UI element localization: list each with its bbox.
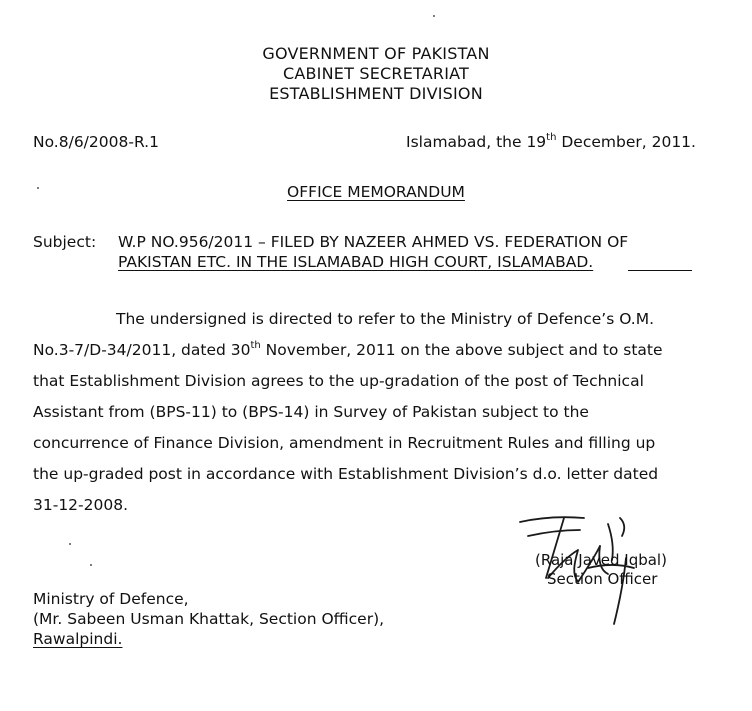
body-line-1: The undersigned is directed to refer to the Ministry of Defence’s O.M. <box>116 310 654 328</box>
body-line-2 <box>33 341 663 359</box>
header-division: ESTABLISHMENT DIVISION <box>269 84 483 103</box>
signatory-name: (Raja Javed Iqbal) <box>535 551 667 569</box>
subject-line-2: PAKISTAN ETC. IN THE ISLAMABAD HIGH COURT, ISLAMABAD. <box>118 253 594 271</box>
reference-number: No.8/6/2008-R.1 <box>33 133 159 151</box>
header-cabinet: CABINET SECRETARIAT <box>282 64 469 83</box>
subject-label: Subject: <box>33 233 97 251</box>
body-line-4: Assistant from (BPS-11) to (BPS-14) in Survey of Pakistan subject to the <box>33 403 589 421</box>
subject-underline <box>628 270 692 271</box>
scan-speck <box>90 564 92 566</box>
addressee-ministry: Ministry of Defence, <box>33 590 189 608</box>
body-line-3: that Establishment Division agrees to the up-gradation of the post of Technical <box>33 372 644 390</box>
signatory-title: Section Officer <box>547 570 658 588</box>
addressee-city: Rawalpindi. <box>33 630 123 648</box>
date-prefix: Islamabad, the 19 <box>406 133 547 151</box>
addressee-officer: (Mr. Sabeen Usman Khattak, Section Officer), <box>33 610 385 628</box>
body-line-2-ordinal: th <box>250 340 261 351</box>
body-line-6: the up-graded post in accordance with Establishment Division’s d.o. letter dated <box>33 465 659 483</box>
scan-speck <box>69 543 71 545</box>
memo-title: OFFICE MEMORANDUM <box>287 183 465 201</box>
scan-speck <box>37 187 39 189</box>
body-line-5: concurrence of Finance Division, amendment in Recruitment Rules and filling up <box>33 434 656 452</box>
date-suffix: December, 2011. <box>556 133 696 151</box>
subject-line-1: W.P NO.956/2011 – FILED BY NAZEER AHMED VS. FEDERATION OF <box>118 233 629 251</box>
issue-date <box>406 133 696 151</box>
header-government: GOVERNMENT OF PAKISTAN <box>262 44 490 63</box>
body-line-2-post: November, 2011 on the above subject and to state <box>260 341 663 359</box>
date-ordinal: th <box>546 132 557 143</box>
body-line-7: 31-12-2008. <box>33 496 129 514</box>
body-line-2-pre: No.3-7/D-34/2011, dated 30 <box>33 341 251 359</box>
scan-speck <box>433 15 435 17</box>
